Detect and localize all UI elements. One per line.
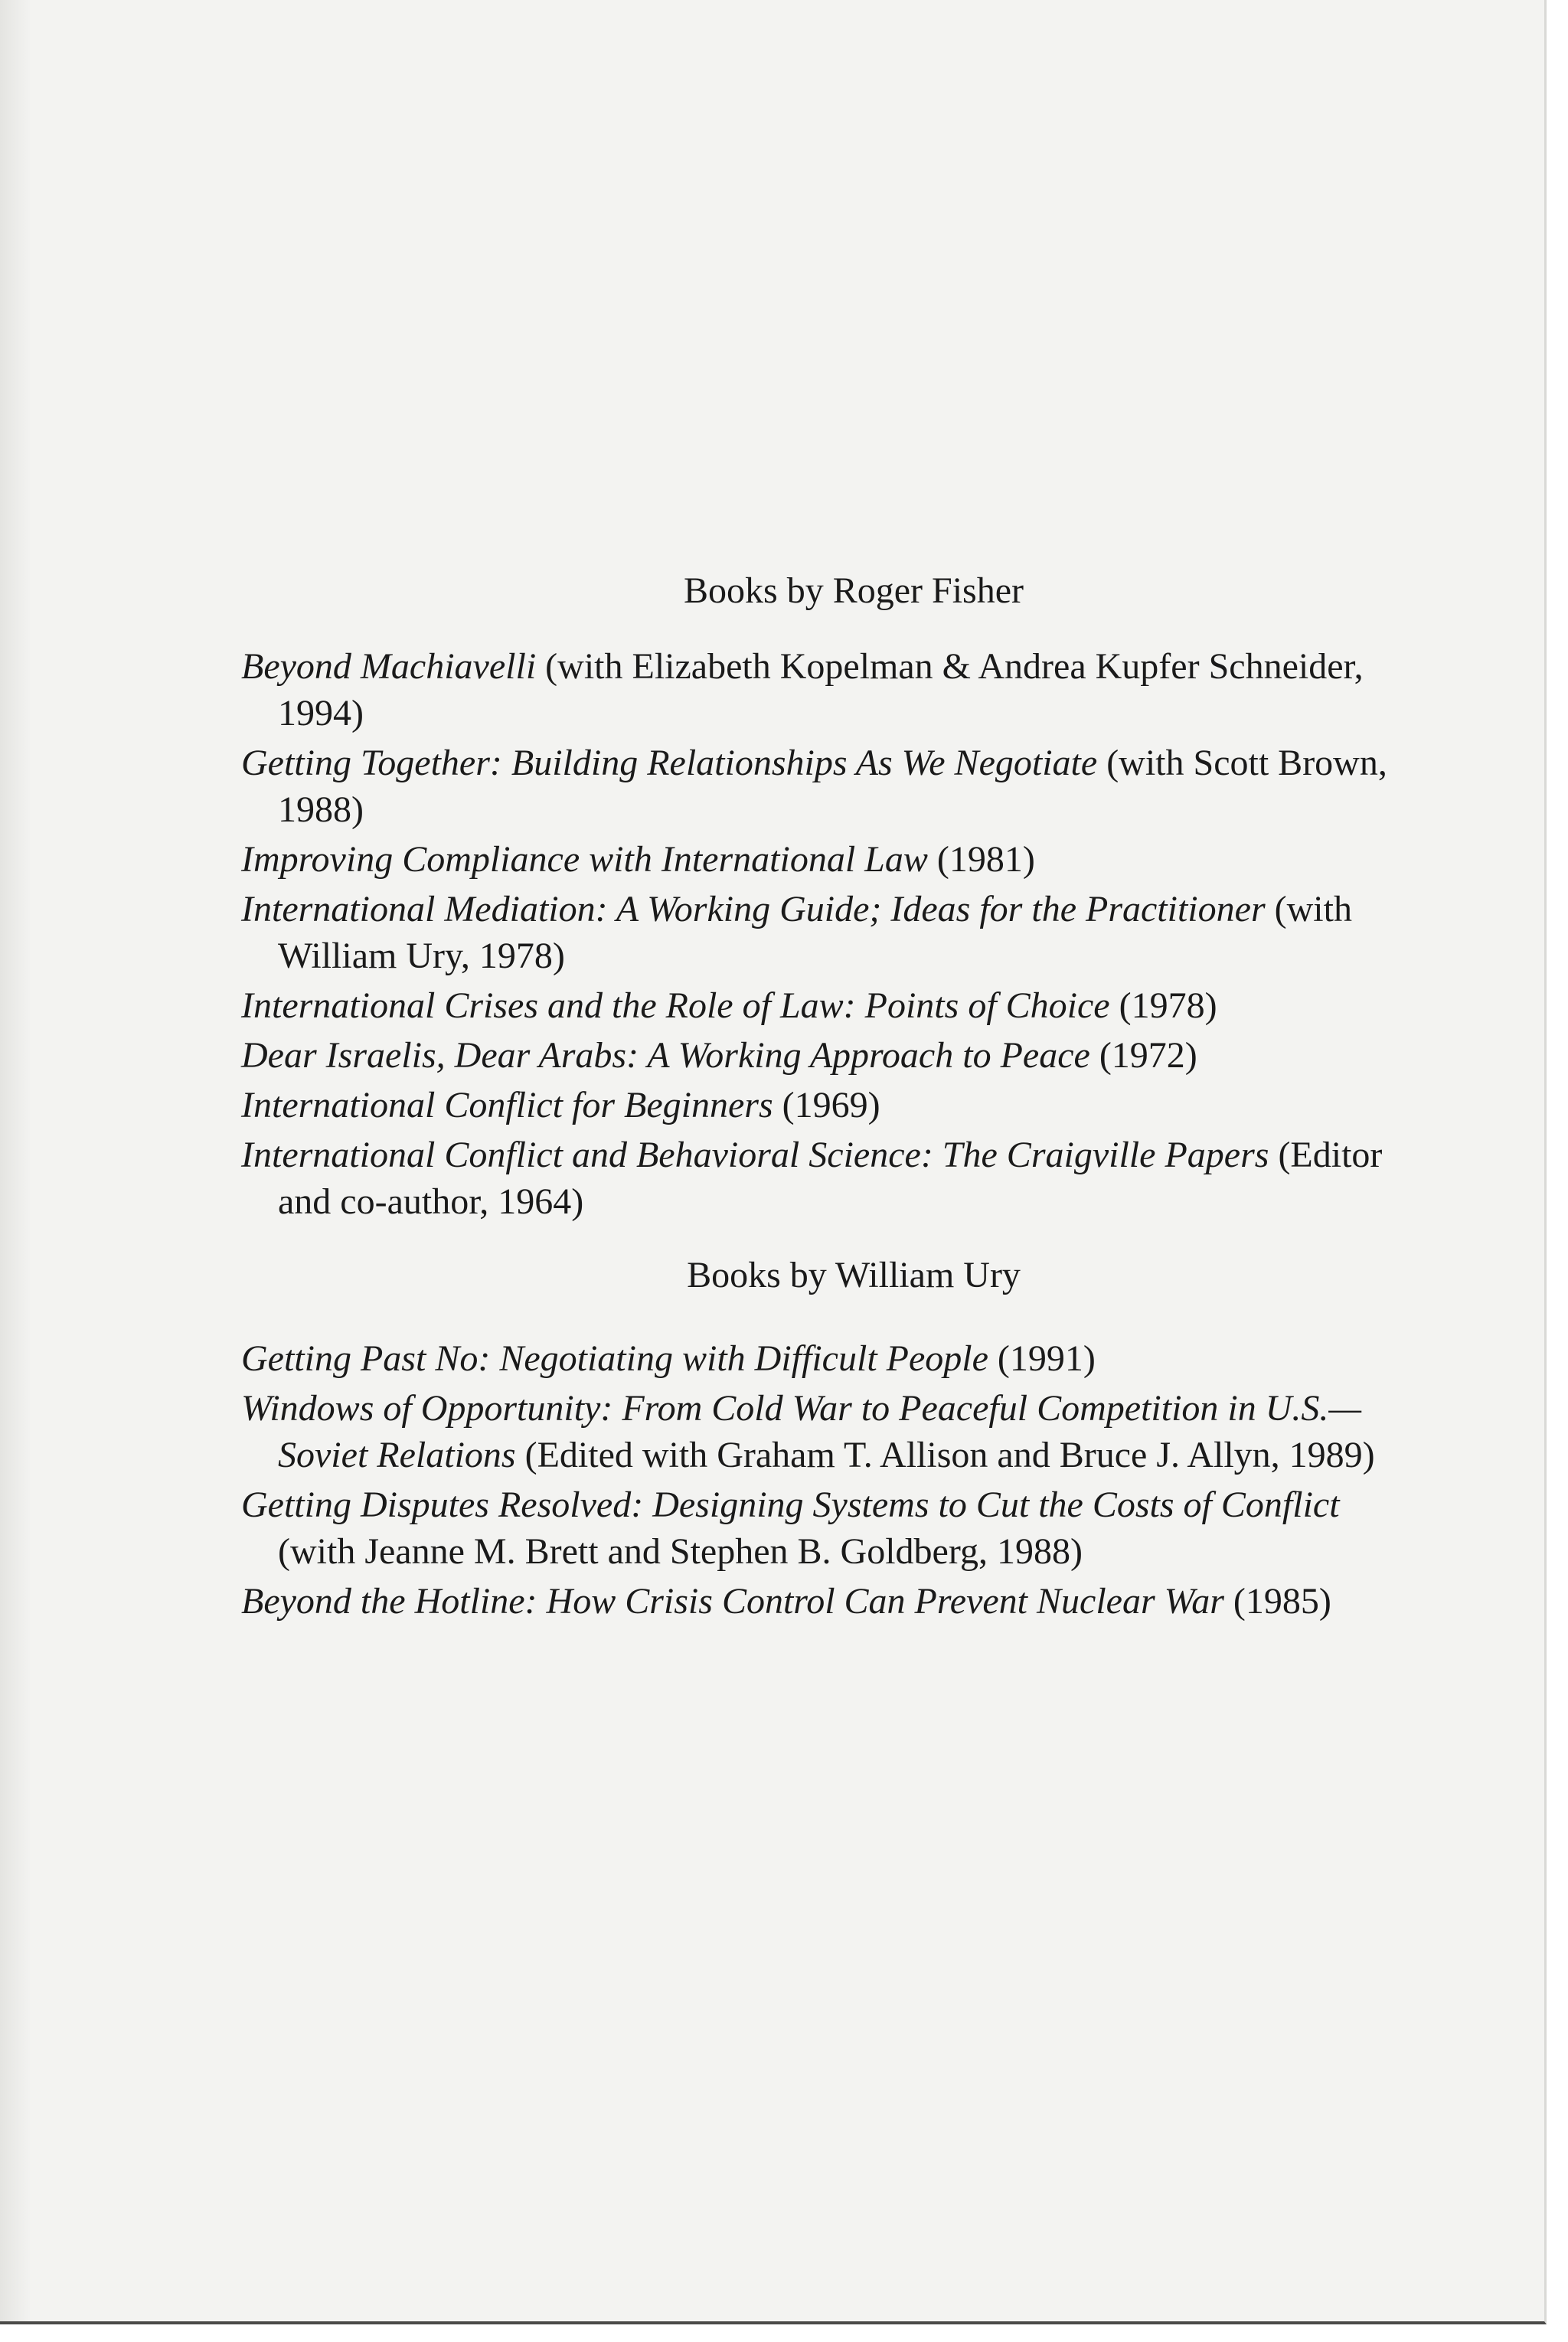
book-note: (with Jeanne M. Brett and Stephen B. Goldberg, 1988) [278, 1531, 1083, 1572]
roger-fisher-book-list [241, 643, 1420, 1225]
page-edge-shadow [0, 0, 31, 2321]
book-entry [241, 886, 1420, 979]
book-title: Beyond the Hotline: How Crisis Control Can Prevent Nuclear War [241, 1581, 1224, 1622]
book-note: (1978) [1109, 985, 1217, 1026]
book-list-content [241, 570, 1420, 1628]
book-note: (with William Ury, 1978) [278, 889, 1352, 976]
book-title: Getting Past No: Negotiating with Difficult People [241, 1338, 988, 1379]
book-entry [241, 1578, 1420, 1625]
book-title: International Mediation: A Working Guide; Ideas for the Practitioner [241, 889, 1266, 929]
book-entry [241, 740, 1420, 833]
book-title: International Conflict for Beginners [241, 1085, 773, 1125]
book-title: Improving Compliance with International Law [241, 839, 928, 880]
book-note: (Edited with Graham T. Allison and Bruce J. Allyn, 1989) [515, 1435, 1375, 1475]
book-note: (Editor and co-author, 1964) [278, 1135, 1383, 1222]
book-title: Dear Israelis, Dear Arabs: A Working Approach to Peace [241, 1035, 1090, 1076]
book-entry [241, 1132, 1420, 1225]
book-note: (1981) [927, 839, 1035, 880]
book-title: Windows of Opportunity: From Cold War to Peaceful Competition in U.S.—Soviet Relations [241, 1388, 1362, 1475]
book-note: (with Scott Brown, 1988) [278, 743, 1387, 830]
book-note: (with Elizabeth Kopelman & Andrea Kupfer Schneider, 1994) [278, 646, 1364, 733]
book-entry [241, 1335, 1420, 1382]
book-entry [241, 982, 1420, 1029]
book-entry [241, 1082, 1420, 1129]
section-heading-william-ury: Books by William Ury [687, 1255, 1021, 1295]
william-ury-book-list [241, 1335, 1420, 1625]
book-entry [241, 643, 1420, 737]
book-title: Getting Disputes Resolved: Designing Systems to Cut the Costs of Conflict [241, 1485, 1340, 1525]
book-note: (1969) [773, 1085, 880, 1125]
book-title: Getting Together: Building Relationships As We Negotiate [241, 743, 1098, 783]
book-title: International Crises and the Role of Law: Points of Choice [241, 985, 1110, 1026]
book-title: International Conflict and Behavioral Science: The Craigville Papers [241, 1135, 1269, 1175]
book-entry [241, 1385, 1420, 1478]
book-entry [241, 1481, 1420, 1575]
book-title: Beyond Machiavelli [241, 646, 537, 687]
book-entry [241, 836, 1420, 883]
book-note: (1985) [1223, 1581, 1331, 1622]
book-entry [241, 1032, 1420, 1079]
book-note: (1991) [988, 1338, 1096, 1379]
section-heading-roger-fisher: Books by Roger Fisher [684, 570, 1024, 611]
book-note: (1972) [1089, 1035, 1197, 1076]
